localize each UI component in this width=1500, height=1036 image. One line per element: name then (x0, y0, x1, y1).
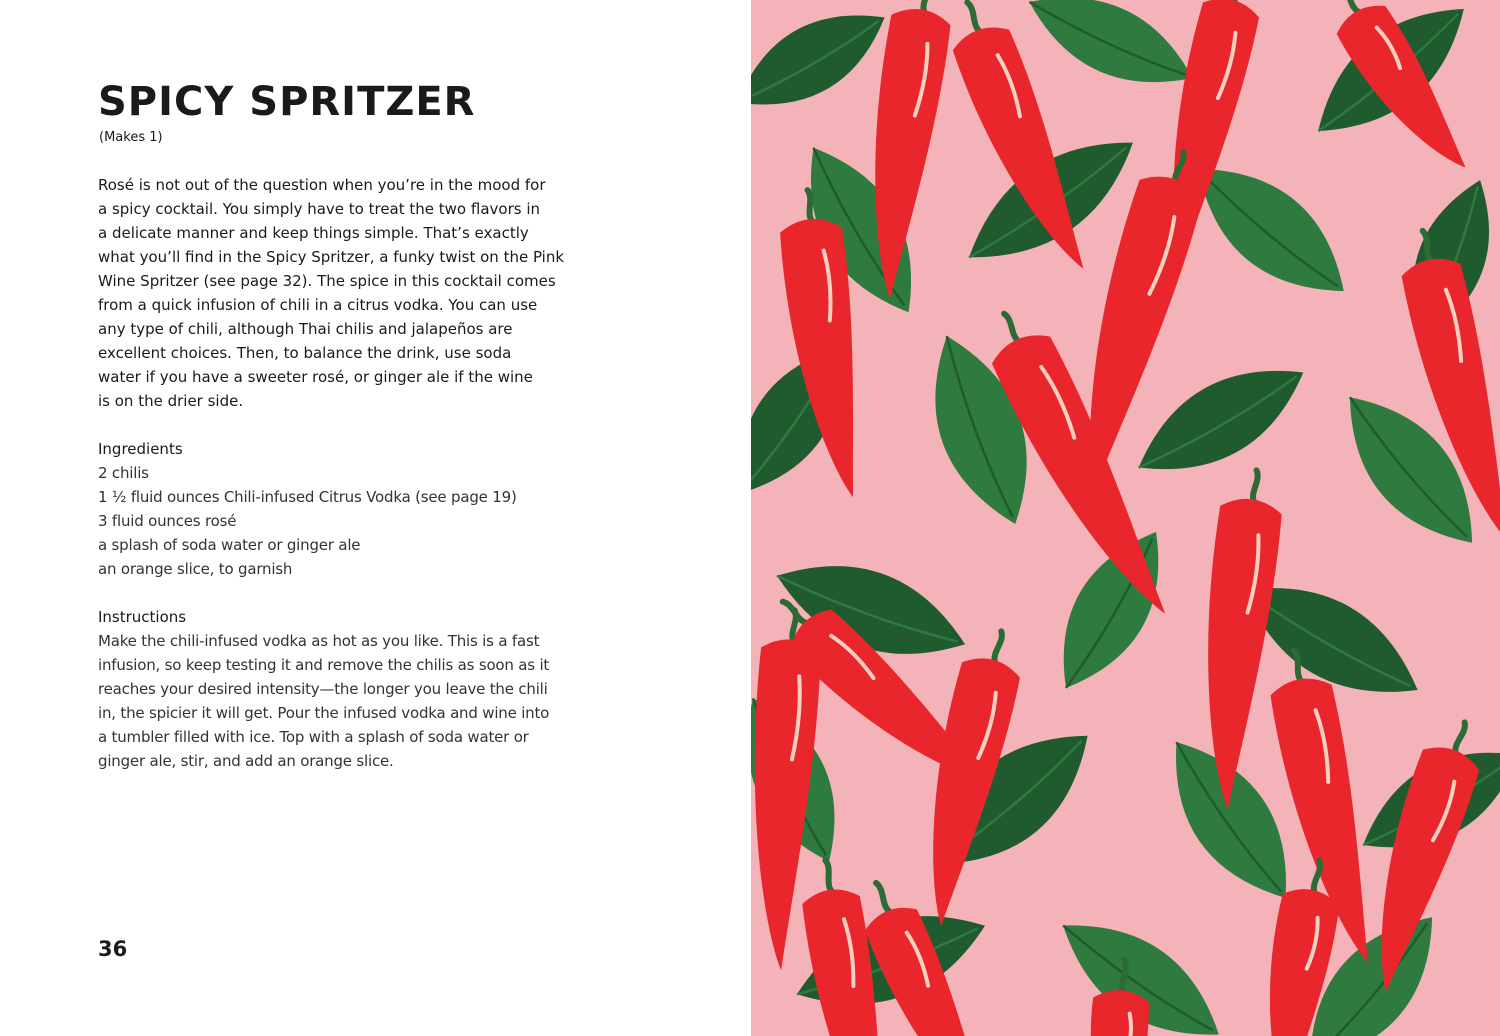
instructions-text (98, 629, 576, 773)
intro-line: any type of chili, although Thai chilis and jalapeños are (98, 320, 513, 338)
instructions-line: Make the chili-infused vodka as hot as you like. This is a fast (98, 632, 540, 650)
intro-line: is on the drier side. (98, 392, 244, 410)
chili-pattern-art (751, 0, 1500, 1036)
intro-line: water if you have a sweeter rosé, or ginger ale if the wine (98, 368, 533, 386)
recipe-title: SPICY SPRITZER (98, 79, 476, 125)
instructions-line: in, the spicier it will get. Pour the infused vodka and wine into (98, 704, 550, 722)
intro-line: a spicy cocktail. You simply have to treat the two flavors in (98, 200, 540, 218)
ingredient-item: 3 fluid ounces rosé (98, 512, 237, 530)
pepper-stem (825, 860, 831, 892)
instructions-line: reaches your desired intensity—the longer you leave the chili (98, 680, 548, 698)
recipe-intro (98, 173, 586, 413)
intro-line: excellent choices. Then, to balance the drink, use soda (98, 344, 512, 362)
instructions-line: infusion, so keep testing it and remove the chilis as soon as it (98, 656, 550, 674)
intro-line: from a quick infusion of chili in a citrus vodka. You can use (98, 296, 538, 314)
pepper-stem (808, 190, 813, 222)
intro-line: Wine Spritzer (see page 32). The spice in this cocktail comes (98, 272, 556, 290)
intro-line: Rosé is not out of the question when you’re in the mood for (98, 176, 546, 194)
ingredients-list (98, 461, 517, 581)
intro-line: a delicate manner and keep things simple. That’s exactly (98, 224, 529, 242)
ingredient-item: 1 ½ fluid ounces Chili-infused Citrus Vodka (see page 19) (98, 488, 517, 506)
ingredient-item: a splash of soda water or ginger ale (98, 536, 361, 554)
recipe-yield: (Makes 1) (99, 130, 163, 145)
instructions-heading: Instructions (98, 608, 187, 626)
ingredient-item: an orange slice, to garnish (98, 560, 293, 578)
instructions-line: a tumbler filled with ice. Top with a splash of soda water or (98, 728, 529, 746)
instructions-line: ginger ale, stir, and add an orange slice. (98, 752, 394, 770)
ingredient-item: 2 chilis (98, 464, 149, 482)
intro-line: what you’ll find in the Spicy Spritzer, a funky twist on the Pink (98, 248, 565, 266)
chili-illustration (751, 0, 1500, 1036)
ingredients-heading: Ingredients (98, 440, 183, 458)
page-number: 36 (98, 937, 128, 961)
